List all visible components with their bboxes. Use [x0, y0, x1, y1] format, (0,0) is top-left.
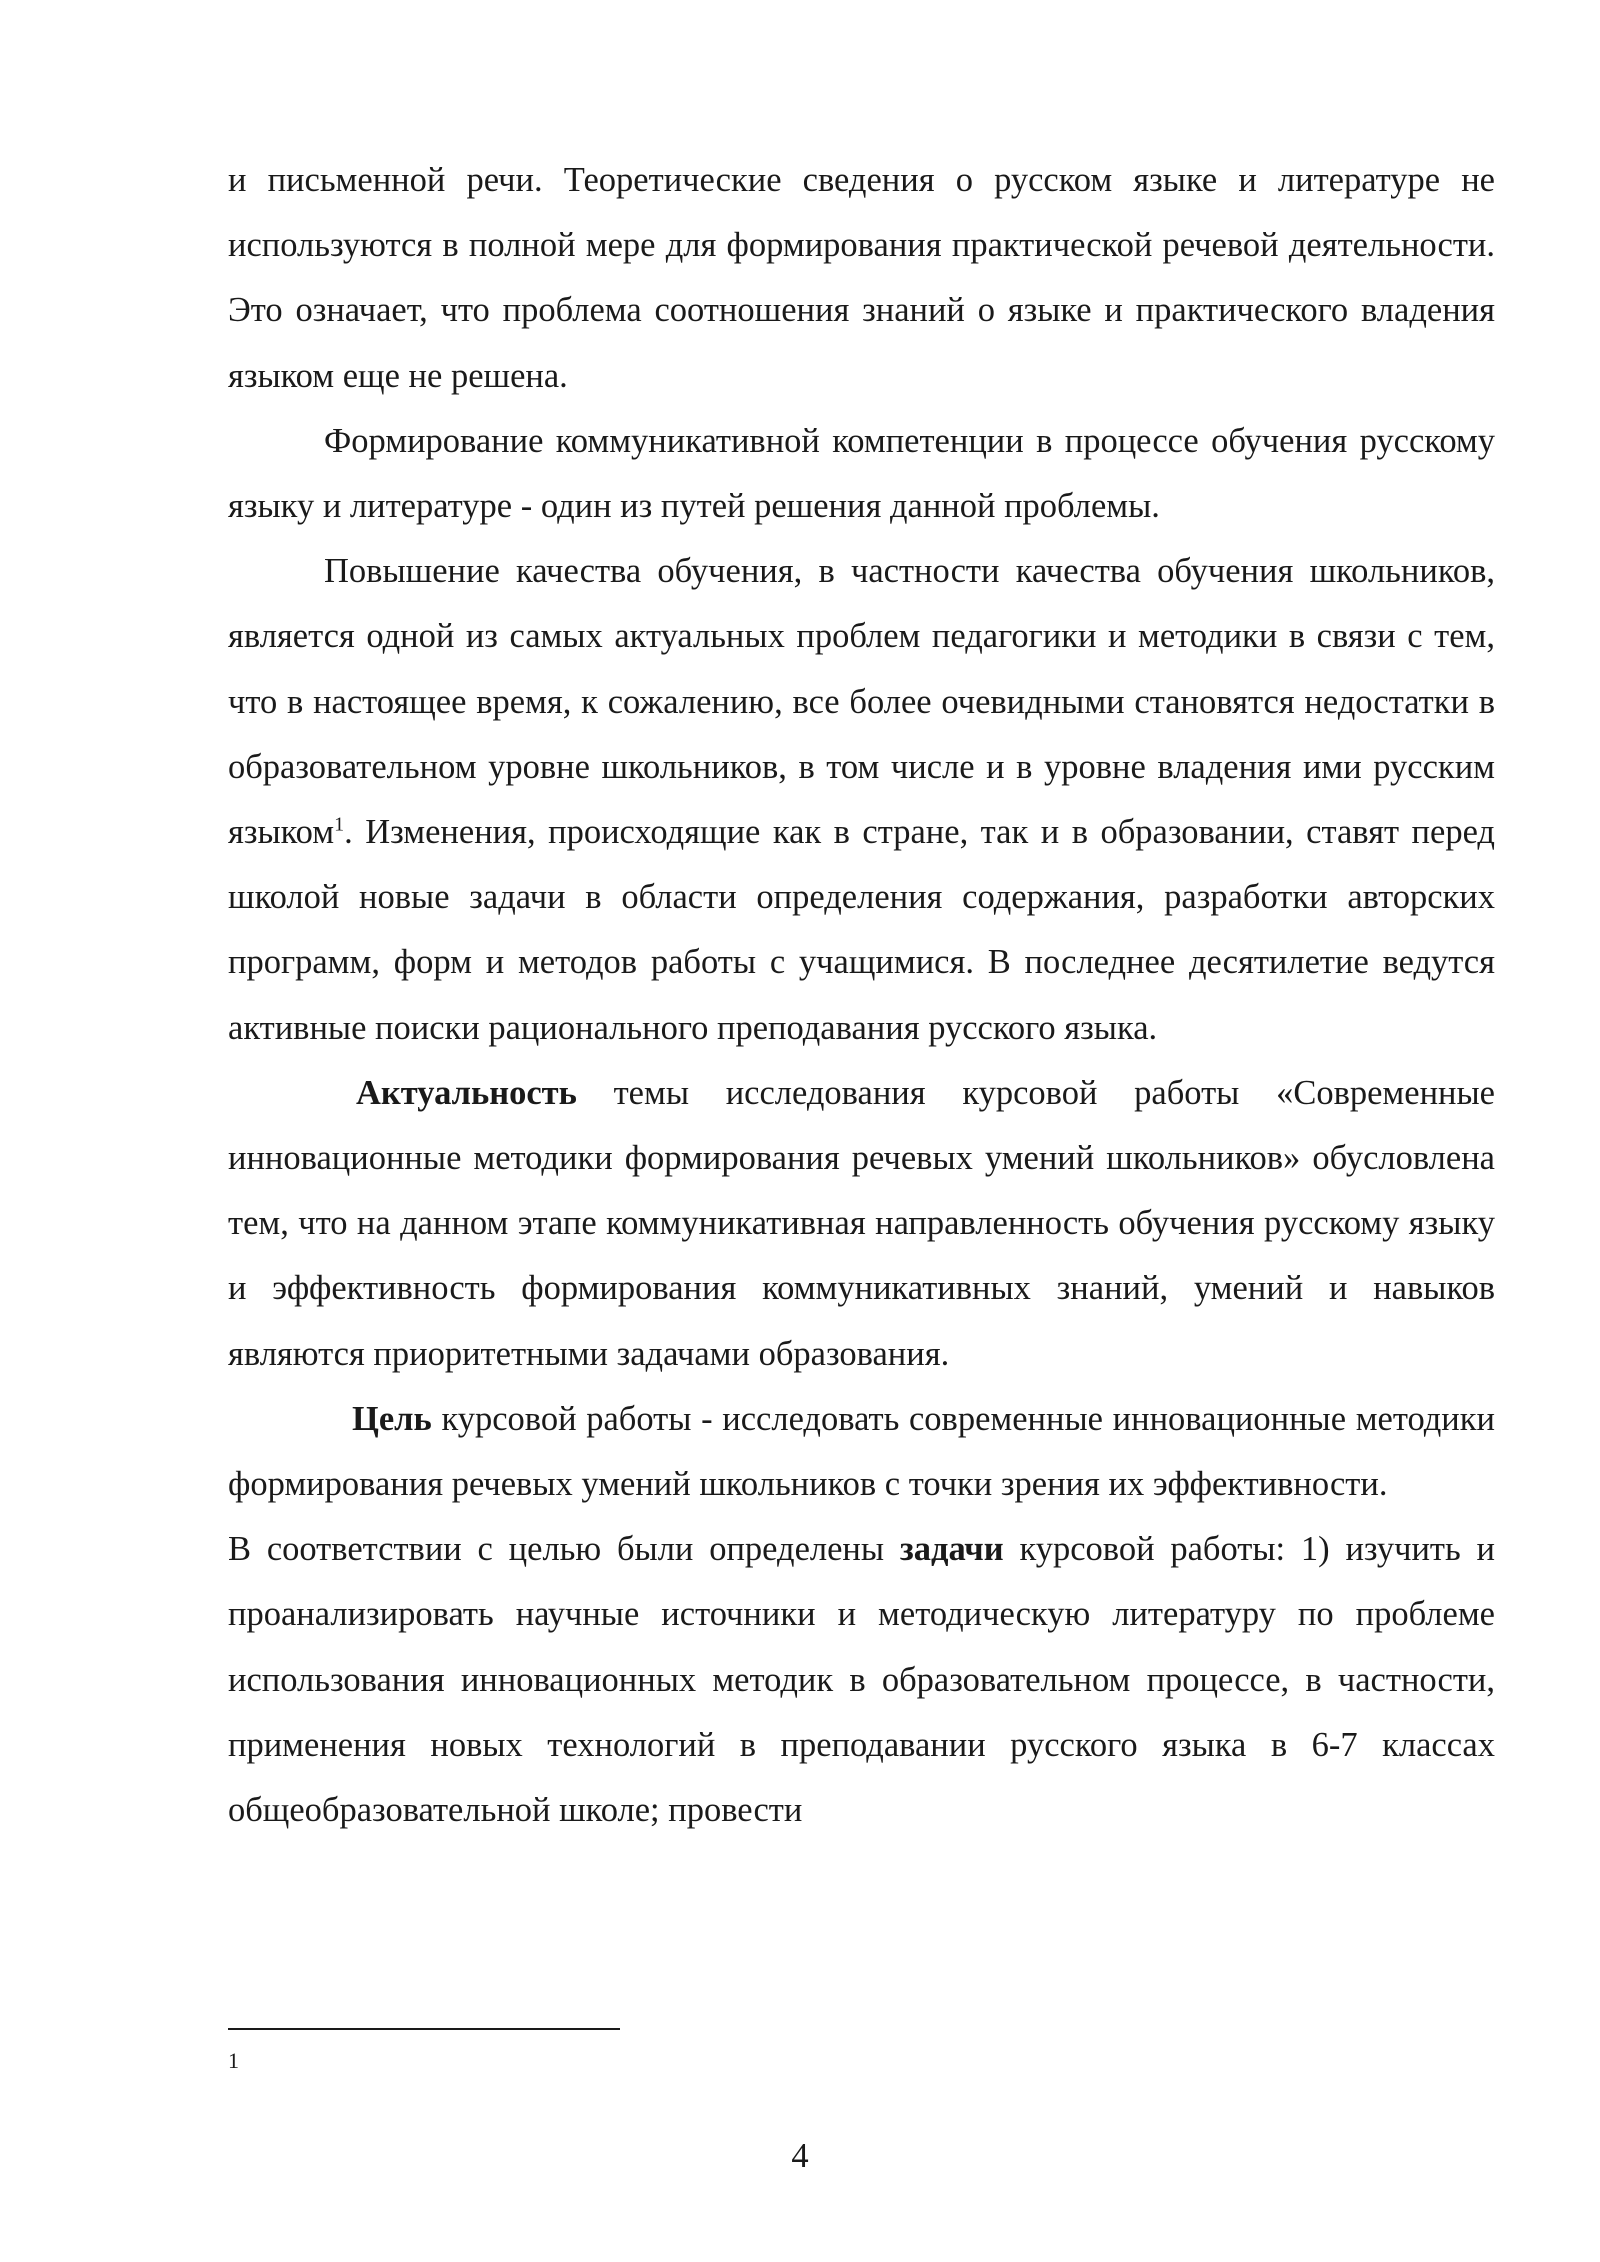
paragraph-2: Формирование коммуникативной компетенции в процессе обучения русскому языку и литературе - один из путей решения данной проблемы. [228, 421, 1495, 526]
paragraph-relevance [228, 1061, 1495, 1387]
body-text [228, 148, 1495, 1843]
footnote-reference[interactable]: 1 [334, 813, 345, 836]
tasks-term: задачи [899, 1530, 1004, 1569]
relevance-term: Актуальность [356, 1073, 577, 1112]
paragraph-1: и письменной речи. Теоретические сведения о русском языке и литературе не используются в полной мере для формирования практической речевой деятельности. Это означает, что проблема соотношения знаний о языке и практического владения языком еще не решена. [228, 161, 1495, 395]
paragraph-goal [228, 1387, 1495, 1517]
paragraph-3 [228, 539, 1495, 1061]
tasks-text-a: В соответствии с целью были определены [228, 1530, 900, 1569]
footnote-separator [228, 2028, 620, 2030]
tasks-text-b: курсовой работы: 1) изучить и проанализировать научные источники и методическую литературу по проблеме использования инновационных методик в образовательном процессе, в частности, применения новых технологий в преподавании русского языка в 6-7 классах общеобразовательной школе; провести [228, 1530, 1495, 1830]
footnote-mark: 1 [228, 2048, 239, 2073]
relevance-text: темы исследования курсовой работы «Современные инновационные методики формирования речевых умений школьников» обусловлена тем, что на данном этапе коммуникативная направленность обучения русскому языку и эффективность формирования коммуникативных знаний, умений и навыков являются приоритетными задачами образования. [228, 1073, 1495, 1373]
paragraph-tasks [228, 1517, 1495, 1843]
goal-term: Цель [352, 1399, 432, 1438]
paragraph-3-text-b: . Изменения, происходящие как в стране, так и в образовании, ставят перед школой новые задачи в области определения содержания, разработки авторских программ, форм и методов работы с учащимися. В последнее десятилетие ведутся активные поиски рационального преподавания русского языка. [228, 813, 1495, 1047]
paragraph-3-text-a: Повышение качества обучения, в частности качества обучения школьников, является одной из самых актуальных проблем педагогики и методики в связи с тем, что в настоящее время, к сожалению, все более очевидными становятся недостатки в образовательном уровне школьников, в том числе и в уровне владения ими русским языком [228, 552, 1495, 852]
goal-text: курсовой работы - исследовать современные инновационные методики формирования речевых умений школьников с точки зрения их эффективности. [228, 1399, 1495, 1504]
page-number: 4 [791, 2137, 809, 2175]
